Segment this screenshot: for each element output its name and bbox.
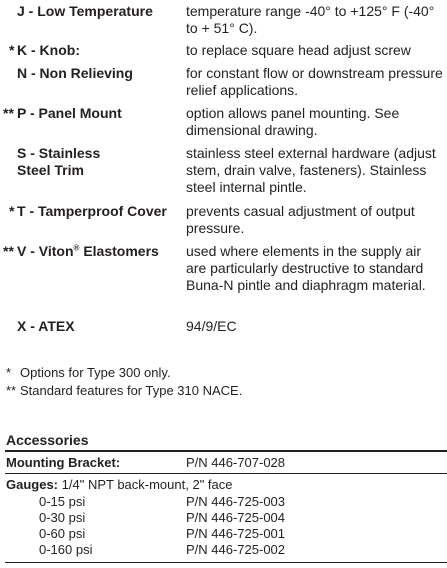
option-name: J - Low Temperature (17, 3, 153, 19)
option-description: temperature range -40° to +125° F (-40° to + 51° C). (186, 3, 435, 36)
footnote (6, 364, 242, 382)
gauge-part-number: P/N 446-725-004 (186, 510, 286, 525)
option-name-suffix: Elastomers (79, 243, 159, 259)
gauges-label: Gauges: (6, 477, 59, 492)
option-description: to replace square head adjust screw (186, 42, 411, 58)
option-name: K - Knob: (17, 42, 80, 58)
option-description: option allows panel mounting. See dimensional drawing. (186, 105, 400, 138)
option-name: P - Panel Mount (17, 105, 122, 121)
footnote-mark: ** (6, 383, 17, 398)
footnote-text: Options for Type 300 only. (20, 365, 171, 380)
gauges-line (6, 477, 233, 493)
gauges-description: 1/4" NPT back-mount, 2" face (61, 477, 233, 492)
option-name-text: V - Viton (17, 243, 74, 259)
footnote-text: Standard features for Type 310 NACE. (20, 383, 243, 398)
option-description: used where elements in the supply air are particularly destructive to standard Buna-N pintle and diaphragm material. (186, 243, 426, 293)
option-name: S - Stainless Steel Trim (17, 145, 101, 178)
gauge-part-number: P/N 446-725-003 (186, 494, 286, 509)
option-name: X - ATEX (17, 318, 75, 334)
accessories-heading: Accessories (6, 432, 89, 448)
divider (5, 473, 447, 474)
option-description: 94/9/EC (186, 318, 237, 334)
divider (5, 562, 447, 563)
option-description: stainless steel external hardware (adjust stem, drain valve, fasteners). Stainless steel internal pintle. (186, 145, 436, 195)
gauge-range: 0-60 psi (39, 526, 86, 541)
gauge-range: 0-15 psi (39, 494, 86, 509)
option-name (17, 243, 159, 260)
option-description: for constant flow or downstream pressure relief applications. (186, 65, 443, 98)
mounting-bracket-part-number: P/N 446-707-028 (186, 455, 286, 470)
option-marker: * (9, 203, 15, 219)
gauge-part-number: P/N 446-725-001 (186, 526, 286, 541)
option-description: prevents casual adjustment of output pressure. (186, 203, 415, 236)
mounting-bracket-label: Mounting Bracket: (6, 455, 121, 470)
option-marker: ** (3, 243, 14, 259)
heading-rule (5, 450, 447, 452)
gauge-range: 0-30 psi (39, 510, 86, 525)
gauge-range: 0-160 psi (39, 542, 93, 557)
option-name: T - Tamperproof Cover (17, 203, 167, 219)
option-marker: ** (3, 105, 14, 121)
footnotes (6, 364, 242, 400)
gauge-part-number: P/N 446-725-002 (186, 542, 286, 557)
option-marker: * (9, 42, 15, 58)
registered-mark: ® (73, 243, 80, 253)
option-name: N - Non Relieving (17, 65, 133, 81)
footnote (6, 382, 242, 400)
footnote-mark: * (6, 365, 12, 380)
